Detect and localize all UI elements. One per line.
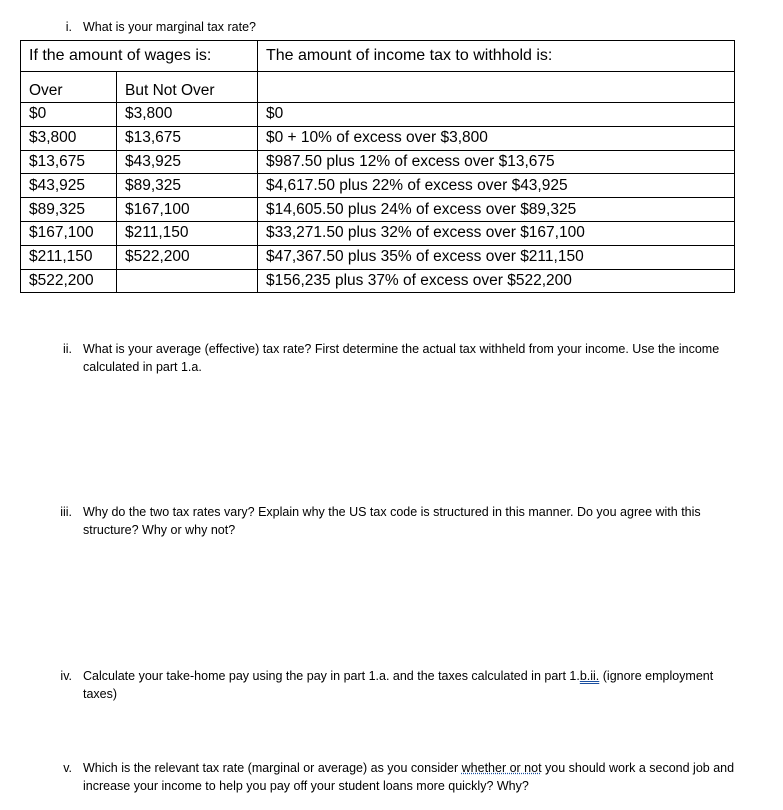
table-row	[21, 150, 735, 174]
cell-withhold: $33,271.50 plus 32% of excess over $167,100	[258, 221, 735, 245]
question-text	[83, 759, 743, 795]
header-withhold: The amount of income tax to withhold is:	[258, 41, 735, 72]
table-row	[21, 269, 735, 293]
col-blank	[258, 72, 735, 103]
question-number: i.	[65, 20, 72, 34]
col-over: Over	[21, 72, 117, 103]
cell-not-over: $43,925	[117, 150, 258, 174]
question-number: iii.	[60, 505, 72, 519]
cell-withhold: $4,617.50 plus 22% of excess over $43,925	[258, 174, 735, 198]
question-text-part: (ignore employment taxes)	[83, 669, 714, 701]
cell-over: $522,200	[21, 269, 117, 293]
question-text: What is your average (effective) tax rate? First determine the actual tax withheld from your income. Use the income calculated in part 1.a.	[83, 342, 720, 374]
cell-over: $43,925	[21, 174, 117, 198]
cell-not-over	[117, 269, 258, 293]
grammar-flagged-phrase: whether or not	[461, 761, 542, 775]
cell-withhold: $0	[258, 103, 735, 127]
cell-withhold: $14,605.50 plus 24% of excess over $89,325	[258, 198, 735, 222]
question-number: iv.	[60, 669, 72, 683]
table-row	[21, 103, 735, 127]
cell-withhold: $156,235 plus 37% of excess over $522,200	[258, 269, 735, 293]
cell-not-over: $167,100	[117, 198, 258, 222]
cell-withhold: $0 + 10% of excess over $3,800	[258, 126, 735, 150]
question-text-part: you should work a second job and increase your income to help you pay off your student loans more quickly? Why?	[83, 761, 735, 793]
underlined-reference: b.ii.	[579, 669, 600, 683]
cell-not-over: $211,150	[117, 221, 258, 245]
table-row	[21, 245, 735, 269]
cell-over: $211,150	[21, 245, 117, 269]
cell-over: $3,800	[21, 126, 117, 150]
withholding-table	[20, 40, 735, 293]
cell-not-over: $13,675	[117, 126, 258, 150]
table-row	[21, 198, 735, 222]
col-not-over: But Not Over	[117, 72, 258, 103]
cell-withhold: $47,367.50 plus 35% of excess over $211,150	[258, 245, 735, 269]
table-row	[21, 221, 735, 245]
question-number: v.	[63, 761, 72, 775]
table-subheader-row	[21, 72, 735, 103]
table-row	[21, 126, 735, 150]
table-header-row	[21, 41, 735, 72]
cell-not-over: $89,325	[117, 174, 258, 198]
table-row	[21, 174, 735, 198]
cell-not-over: $3,800	[117, 103, 258, 127]
question-number: ii.	[62, 342, 72, 356]
question-text	[83, 667, 743, 703]
header-wages: If the amount of wages is:	[21, 41, 258, 72]
question-text-part: Calculate your take-home pay using the pay in part 1.a. and the taxes calculated in part 1.	[83, 669, 580, 683]
cell-withhold: $987.50 plus 12% of excess over $13,675	[258, 150, 735, 174]
cell-over: $89,325	[21, 198, 117, 222]
question-text: Why do the two tax rates vary? Explain why the US tax code is structured in this manner. Do you agree with this structure? Why or why not?	[83, 505, 701, 537]
cell-over: $0	[21, 103, 117, 127]
cell-over: $13,675	[21, 150, 117, 174]
cell-over: $167,100	[21, 221, 117, 245]
question-text: What is your marginal tax rate?	[83, 20, 256, 34]
cell-not-over: $522,200	[117, 245, 258, 269]
question-text-part: Which is the relevant tax rate (marginal or average) as you consider	[83, 761, 462, 775]
